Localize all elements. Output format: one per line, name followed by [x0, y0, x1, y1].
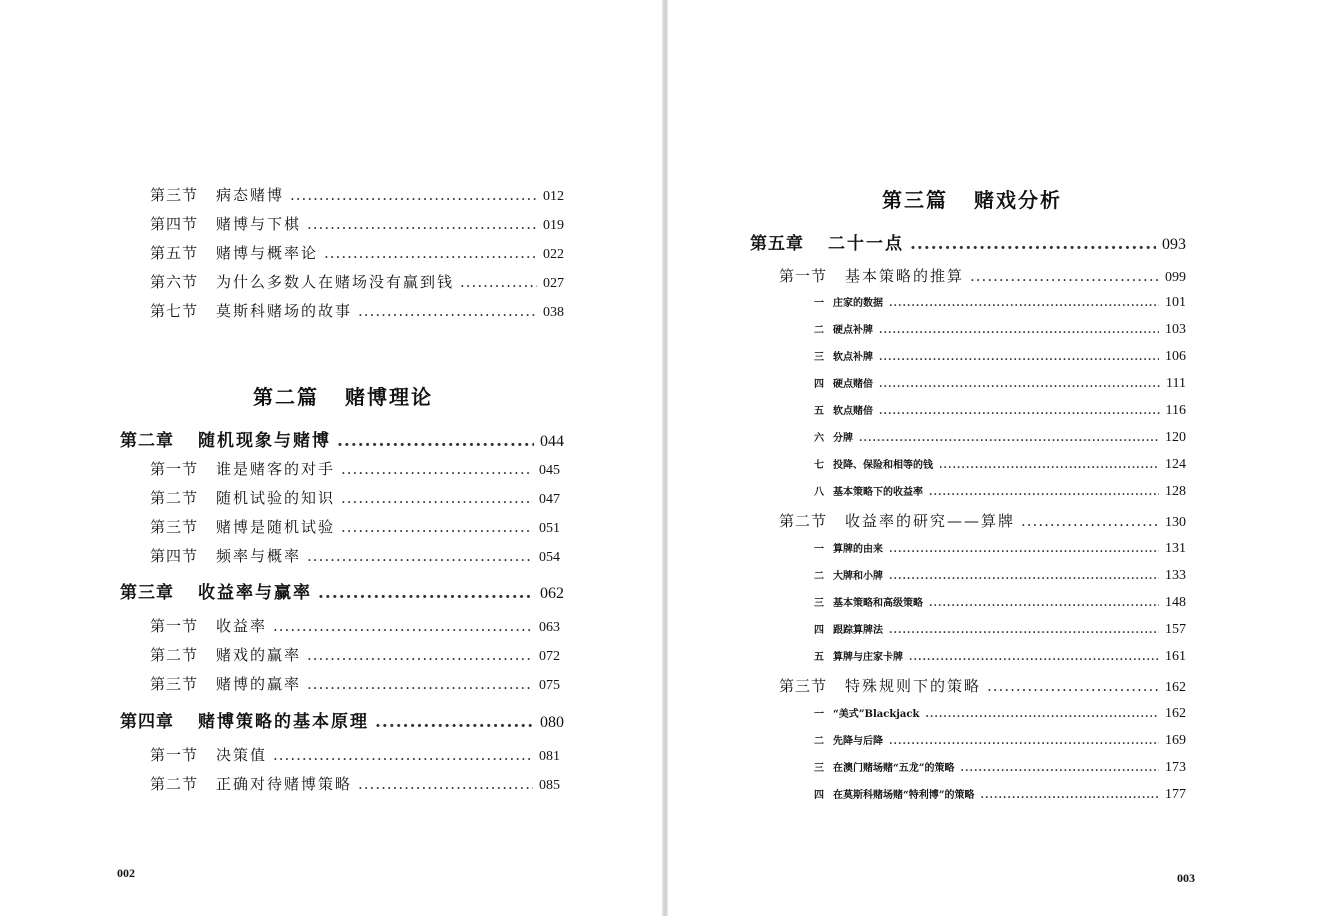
item-title: “美式”Blackjack	[833, 709, 920, 720]
toc-subsection-row[interactable]	[805, 705, 1186, 723]
item-title: 硬点补牌	[833, 325, 873, 336]
page-number: 075	[539, 678, 560, 693]
toc-subsection-row[interactable]	[805, 759, 1186, 777]
item-label: 六	[814, 433, 824, 444]
item-label: 二	[814, 325, 824, 336]
leader-dots	[981, 790, 1159, 801]
page-number: 038	[543, 305, 564, 320]
leader-dots	[358, 775, 533, 793]
page-number: 116	[1165, 403, 1186, 418]
part-name: 赌博理论	[345, 385, 433, 409]
leader-dots	[307, 646, 533, 664]
page-number: 081	[539, 749, 560, 764]
item-title: 软点赌倍	[833, 406, 873, 417]
leader-dots	[889, 544, 1159, 555]
item-title: 跟踪算牌法	[833, 625, 883, 636]
toc-section-row[interactable]	[779, 510, 1186, 532]
leader-dots	[460, 273, 537, 291]
leader-dots	[341, 489, 533, 507]
page-number: 012	[543, 189, 564, 204]
leader-dots	[939, 460, 1159, 471]
item-label: 二	[814, 571, 824, 582]
chapter-title: 赌博策略的基本原理	[198, 712, 369, 732]
toc-section-row[interactable]	[150, 516, 560, 538]
section-title: 赌博的赢率	[216, 675, 302, 693]
page-number: 044	[540, 433, 564, 450]
leader-dots	[337, 431, 534, 451]
toc-section-row[interactable]	[150, 271, 564, 293]
item-label: 三	[814, 352, 824, 363]
chapter-title: 收益率与赢率	[198, 583, 312, 603]
item-label: 七	[814, 460, 824, 471]
page-number: 106	[1165, 349, 1186, 364]
leader-dots	[889, 736, 1159, 747]
toc-section-row[interactable]	[150, 213, 564, 235]
toc-chapter-row[interactable]	[120, 707, 564, 733]
section-title: 病态赌博	[216, 186, 285, 204]
leader-dots	[307, 675, 533, 693]
section-label: 第三节	[150, 518, 199, 536]
section-label: 第一节	[779, 267, 828, 285]
toc-section-row[interactable]	[150, 615, 560, 637]
toc-subsection-row[interactable]	[805, 375, 1186, 393]
page-number: 101	[1165, 295, 1186, 310]
section-title: 收益率	[216, 617, 268, 635]
section-title: 基本策略的推算	[845, 267, 965, 285]
item-label: 三	[814, 763, 824, 774]
leader-dots	[375, 712, 534, 732]
item-label: 八	[814, 487, 824, 498]
item-title: 投降、保险和相等的钱	[833, 460, 933, 471]
page-number: 162	[1165, 706, 1186, 721]
leader-dots	[987, 677, 1159, 695]
chapter-label: 第三章	[120, 583, 174, 603]
page-number: 161	[1165, 649, 1186, 664]
page-number: 177	[1165, 787, 1186, 802]
leader-dots	[889, 625, 1159, 636]
toc-subsection-row[interactable]	[805, 402, 1186, 420]
item-title: 分牌	[833, 433, 853, 444]
leader-dots	[341, 518, 533, 536]
toc-subsection-row[interactable]	[805, 294, 1186, 312]
leader-dots	[889, 571, 1159, 582]
page-number: 120	[1165, 430, 1186, 445]
section-label: 第三节	[779, 677, 828, 695]
section-title: 赌博与下棋	[216, 215, 302, 233]
leader-dots	[889, 298, 1159, 309]
item-title: 在澳门赌场赌“五龙”的策略	[833, 763, 955, 774]
page-number: 027	[543, 276, 564, 291]
item-title: 庄家的数据	[833, 298, 883, 309]
leader-dots	[273, 746, 533, 764]
toc-subsection-row[interactable]	[805, 594, 1186, 612]
page-number: 133	[1165, 568, 1186, 583]
item-title: 先降与后降	[833, 736, 883, 747]
part-title	[882, 184, 1062, 213]
page-number: 019	[543, 218, 564, 233]
page-number: 022	[543, 247, 564, 262]
section-label: 第五节	[150, 244, 199, 262]
leader-dots	[879, 325, 1159, 336]
toc-subsection-row[interactable]	[805, 786, 1186, 804]
page-number: 103	[1165, 322, 1186, 337]
right-page	[668, 0, 1327, 916]
section-label: 第三节	[150, 186, 199, 204]
leader-dots	[324, 244, 537, 262]
toc-subsection-row[interactable]	[805, 732, 1186, 750]
toc-chapter-row[interactable]	[750, 229, 1186, 255]
section-label: 第七节	[150, 302, 199, 320]
leader-dots	[929, 487, 1159, 498]
leader-dots	[970, 267, 1159, 285]
section-title: 随机试验的知识	[216, 489, 336, 507]
page-folio: 003	[1177, 871, 1195, 885]
page-number: 054	[539, 550, 560, 565]
page-number: 128	[1165, 484, 1186, 499]
toc-subsection-row[interactable]	[805, 429, 1186, 447]
item-title: 基本策略下的收益率	[833, 487, 923, 498]
page-number: 124	[1165, 457, 1186, 472]
toc-section-row[interactable]	[779, 675, 1186, 697]
toc-section-row[interactable]	[150, 300, 564, 322]
chapter-label: 第四章	[120, 712, 174, 732]
page-folio: 002	[117, 866, 135, 880]
leader-dots	[909, 652, 1159, 663]
section-title: 谁是赌客的对手	[216, 460, 336, 478]
leader-dots	[307, 215, 537, 233]
leader-dots	[859, 433, 1159, 444]
item-title: 大牌和小牌	[833, 571, 883, 582]
item-title: 算牌的由来	[833, 544, 883, 555]
page-number: 130	[1165, 515, 1186, 530]
toc-section-row[interactable]	[150, 773, 560, 795]
page-number: 111	[1166, 376, 1186, 391]
leader-dots	[910, 234, 1156, 254]
section-label: 第二节	[779, 512, 828, 530]
section-label: 第四节	[150, 215, 199, 233]
item-label: 四	[814, 625, 824, 636]
item-title: 在莫斯科赌场赌“特利博”的策略	[833, 790, 975, 801]
section-title: 为什么多数人在赌场没有赢到钱	[216, 273, 455, 291]
part-title	[253, 381, 433, 410]
page-number: 173	[1165, 760, 1186, 775]
section-title: 收益率的研究——算牌	[845, 512, 1016, 530]
item-label: 五	[814, 652, 824, 663]
item-title: 硬点赌倍	[833, 379, 873, 390]
section-label: 第一节	[150, 460, 199, 478]
page-number: 072	[539, 649, 560, 664]
leader-dots	[961, 763, 1159, 774]
toc-chapter-row[interactable]	[120, 578, 564, 604]
leader-dots	[341, 460, 533, 478]
section-title: 正确对待赌博策略	[216, 775, 353, 793]
item-label: 二	[814, 736, 824, 747]
leader-dots	[307, 547, 533, 565]
item-label: 一	[814, 298, 824, 309]
page-number: 047	[539, 492, 560, 507]
leader-dots	[358, 302, 537, 320]
section-title: 频率与概率	[216, 547, 302, 565]
leader-dots	[273, 617, 533, 635]
toc-section-row[interactable]	[150, 184, 564, 206]
page-number: 148	[1165, 595, 1186, 610]
page-number: 131	[1165, 541, 1186, 556]
toc-subsection-row[interactable]	[805, 456, 1186, 474]
section-label: 第二节	[150, 489, 199, 507]
section-label: 第六节	[150, 273, 199, 291]
page-number: 062	[540, 585, 564, 602]
section-label: 第一节	[150, 746, 199, 764]
toc-section-row[interactable]	[779, 265, 1186, 287]
section-label: 第三节	[150, 675, 199, 693]
toc-subsection-row[interactable]	[805, 348, 1186, 366]
toc-section-row[interactable]	[150, 545, 560, 567]
toc-section-row[interactable]	[150, 487, 560, 509]
toc-subsection-row[interactable]	[805, 321, 1186, 339]
section-label: 第二节	[150, 775, 199, 793]
item-title: 算牌与庄家卡牌	[833, 652, 903, 663]
page-number: 157	[1165, 622, 1186, 637]
page-number: 063	[539, 620, 560, 635]
page-number: 085	[539, 778, 560, 793]
leader-dots	[925, 709, 1159, 720]
chapter-label: 第二章	[120, 431, 174, 451]
page-number: 080	[540, 714, 564, 731]
leader-dots	[318, 583, 534, 603]
page-number: 162	[1165, 680, 1186, 695]
leader-dots	[879, 352, 1159, 363]
leader-dots	[1021, 512, 1159, 530]
page-number: 169	[1165, 733, 1186, 748]
leader-dots	[929, 598, 1159, 609]
item-label: 四	[814, 790, 824, 801]
section-title: 决策值	[216, 746, 268, 764]
section-title: 特殊规则下的策略	[845, 677, 982, 695]
section-title: 赌戏的赢率	[216, 646, 302, 664]
part-number: 第三篇	[882, 188, 948, 212]
page-number: 093	[1162, 236, 1186, 253]
section-label: 第一节	[150, 617, 199, 635]
chapter-title: 随机现象与赌博	[198, 431, 331, 451]
part-number: 第二篇	[253, 385, 319, 409]
toc-subsection-row[interactable]	[805, 648, 1186, 666]
section-title: 赌博是随机试验	[216, 518, 336, 536]
page-number: 099	[1165, 270, 1186, 285]
page-number: 051	[539, 521, 560, 536]
item-label: 五	[814, 406, 824, 417]
item-label: 三	[814, 598, 824, 609]
section-label: 第二节	[150, 646, 199, 664]
section-label: 第四节	[150, 547, 199, 565]
toc-section-row[interactable]	[150, 644, 560, 666]
item-label: 四	[814, 379, 824, 390]
toc-chapter-row[interactable]	[120, 426, 564, 452]
leader-dots	[879, 379, 1160, 390]
leader-dots	[879, 406, 1160, 417]
toc-subsection-row[interactable]	[805, 567, 1186, 585]
toc-section-row[interactable]	[150, 458, 560, 480]
toc-section-row[interactable]	[150, 744, 560, 766]
item-label: 一	[814, 709, 824, 720]
toc-subsection-row[interactable]	[805, 540, 1186, 558]
part-name: 赌戏分析	[974, 188, 1062, 212]
toc-subsection-row[interactable]	[805, 621, 1186, 639]
toc-section-row[interactable]	[150, 673, 560, 695]
chapter-label: 第五章	[750, 234, 804, 254]
leader-dots	[290, 186, 537, 204]
item-title: 基本策略和高级策略	[833, 598, 923, 609]
item-title: 软点补牌	[833, 352, 873, 363]
page-number: 045	[539, 463, 560, 478]
section-title: 莫斯科赌场的故事	[216, 302, 353, 320]
toc-subsection-row[interactable]	[805, 483, 1186, 501]
item-label: 一	[814, 544, 824, 555]
chapter-title: 二十一点	[828, 234, 904, 254]
toc-section-row[interactable]	[150, 242, 564, 264]
section-title: 赌博与概率论	[216, 244, 319, 262]
